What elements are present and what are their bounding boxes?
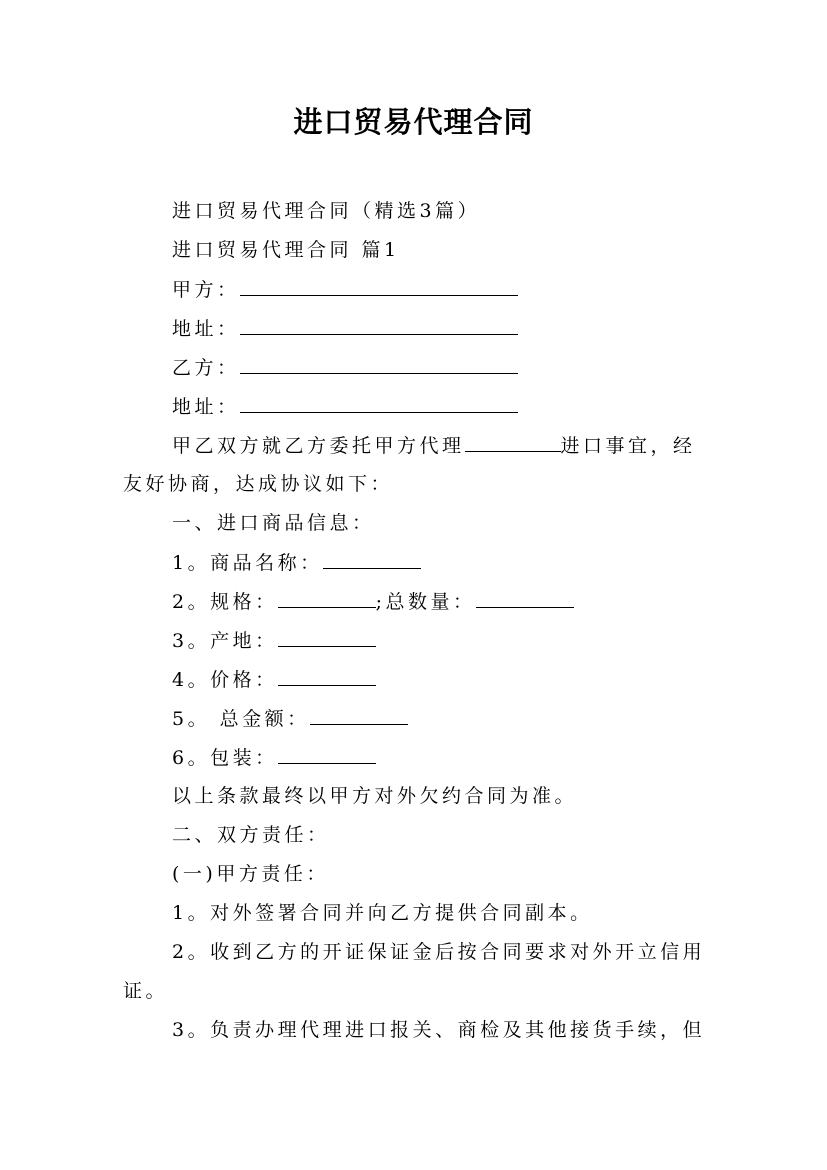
total-amount-line (172, 706, 827, 731)
party-a-address-blank (240, 316, 518, 335)
price-line (172, 667, 827, 692)
document-title: 进口贸易代理合同 (293, 105, 534, 139)
party-a-duties-heading (172, 862, 827, 886)
duty-two-line2 (123, 979, 827, 1003)
terms-note-text: 以上条款最终以甲方对外欠约合同为准。 (172, 785, 578, 807)
intro-paragraph-line2 (123, 472, 827, 496)
packaging-line (172, 745, 827, 770)
party-b-blank (240, 355, 518, 374)
packaging-label: 6。包装： (172, 747, 278, 769)
quantity-label: ;总数量： (375, 591, 476, 613)
party-a-label: 甲方： (172, 279, 240, 301)
intro-text-part3: 友好协商，达成协议如下： (123, 473, 394, 495)
party-a-duties-text: (一)甲方责任： (172, 863, 329, 885)
intro-text-part2: 进口事宜，经 (560, 435, 696, 457)
section-two-text: 二、双方责任： (172, 824, 330, 846)
duty-two-line1 (172, 940, 827, 964)
price-blank (278, 667, 376, 686)
origin-line (172, 628, 827, 653)
item-name-label: 1。商品名称： (172, 552, 323, 574)
subtitle-line (172, 199, 827, 223)
item-name-line (172, 550, 827, 575)
section-one-heading (172, 511, 827, 535)
origin-label: 3。产地： (172, 630, 278, 652)
duty-three-line (172, 1018, 827, 1042)
subtitle-text: 进口贸易代理合同（精选3篇） (172, 200, 481, 222)
duty-one-text: 1。对外签署合同并向乙方提供合同副本。 (172, 902, 593, 924)
party-a-address-label: 地址： (172, 318, 240, 340)
party-b-address-label: 地址： (172, 396, 240, 418)
party-b-address-blank (240, 394, 518, 413)
agency-item-blank (465, 433, 561, 452)
section-two-heading (172, 823, 827, 847)
duty-two-text-part2: 证。 (123, 980, 169, 1002)
intro-text-part1: 甲乙双方就乙方委托甲方代理 (172, 435, 465, 457)
item-name-blank (323, 550, 421, 569)
duty-three-text: 3。负责办理代理进口报关、商检及其他接货手续，但 (172, 1019, 706, 1041)
spec-quantity-line (172, 589, 827, 614)
total-amount-label: 5。 总金额： (172, 708, 310, 730)
party-b-address-line (172, 394, 827, 419)
origin-blank (278, 628, 376, 647)
party-b-line (172, 355, 827, 380)
intro-paragraph-line1 (172, 433, 827, 458)
party-a-line (172, 277, 827, 302)
party-b-label: 乙方： (172, 357, 240, 379)
packaging-blank (278, 745, 376, 764)
quantity-blank (476, 589, 574, 608)
duty-two-text-part1: 2。收到乙方的开证保证金后按合同要求对外开立信用 (172, 941, 706, 963)
section-one-text: 一、进口商品信息： (172, 512, 375, 534)
section-heading-line (172, 238, 827, 262)
total-amount-blank (310, 706, 408, 725)
spec-label: 2。规格： (172, 591, 278, 613)
terms-note-line (172, 784, 827, 808)
spec-blank (278, 589, 376, 608)
duty-one-line (172, 901, 827, 925)
party-a-blank (240, 277, 518, 296)
price-label: 4。价格： (172, 669, 278, 691)
party-a-address-line (172, 316, 827, 341)
section-heading-text: 进口贸易代理合同 篇1 (172, 239, 400, 261)
